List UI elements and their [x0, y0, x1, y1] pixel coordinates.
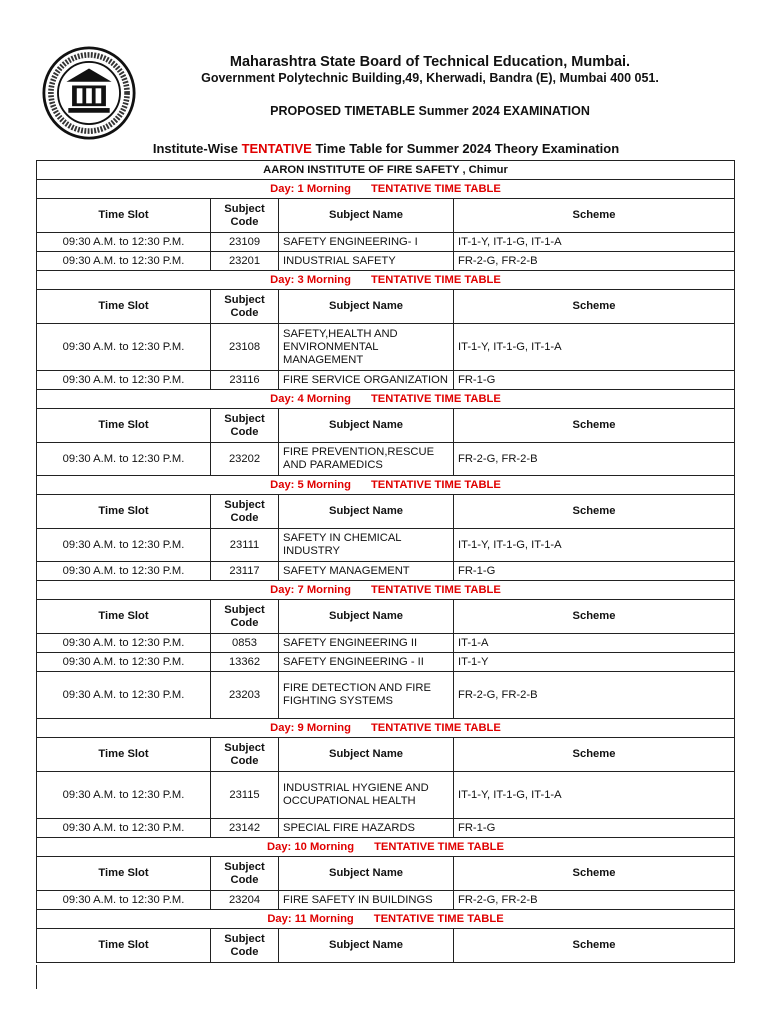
day-header-row — [37, 910, 735, 929]
col-time-slot: Time Slot — [37, 929, 211, 963]
subject-name-cell: SAFETY ENGINEERING- I — [279, 233, 454, 252]
col-scheme: Scheme — [454, 409, 735, 443]
table-row — [37, 324, 735, 371]
col-scheme: Scheme — [454, 290, 735, 324]
subject-name-cell: SAFETY MANAGEMENT — [279, 562, 454, 581]
column-header-row — [37, 857, 735, 891]
col-scheme: Scheme — [454, 929, 735, 963]
subject-name-cell: SAFETY,HEALTH AND ENVIRONMENTAL MANAGEMENT — [279, 324, 454, 371]
col-time-slot: Time Slot — [37, 495, 211, 529]
col-subject-code: Subject Code — [211, 409, 279, 443]
subject-code-cell: 23115 — [211, 772, 279, 819]
col-scheme: Scheme — [454, 495, 735, 529]
subject-name-cell: FIRE SERVICE ORGANIZATION — [279, 371, 454, 390]
table-row — [37, 233, 735, 252]
scheme-cell: IT-1-Y, IT-1-G, IT-1-A — [454, 529, 735, 562]
day-label: Day: 5 Morning — [270, 479, 351, 491]
column-header-row — [37, 409, 735, 443]
scheme-cell: FR-1-G — [454, 371, 735, 390]
msbte-seal-logo — [42, 46, 136, 140]
subject-name-cell: INDUSTRIAL HYGIENE AND OCCUPATIONAL HEALTH — [279, 772, 454, 819]
board-name: Maharashtra State Board of Technical Education, Mumbai. — [229, 54, 631, 70]
table-row — [37, 672, 735, 719]
day-header-row — [37, 271, 735, 290]
institute-name: AARON INSTITUTE OF FIRE SAFETY , Chimur — [37, 161, 735, 180]
subject-code-cell: 23116 — [211, 371, 279, 390]
tentative-label: TENTATIVE TIME TABLE — [370, 183, 501, 195]
col-scheme: Scheme — [454, 738, 735, 772]
col-subject-code: Subject Code — [211, 495, 279, 529]
subject-code-cell: 23109 — [211, 233, 279, 252]
day-header-row — [37, 838, 735, 857]
table-row — [37, 891, 735, 910]
subject-name-cell: FIRE DETECTION AND FIRE FIGHTING SYSTEMS — [279, 672, 454, 719]
table-row — [37, 634, 735, 653]
table-row — [37, 562, 735, 581]
col-subject-code: Subject Code — [211, 600, 279, 634]
col-subject-name: Subject Name — [279, 495, 454, 529]
subject-code-cell: 23203 — [211, 672, 279, 719]
time-slot-cell: 09:30 A.M. to 12:30 P.M. — [37, 891, 211, 910]
time-slot-cell: 09:30 A.M. to 12:30 P.M. — [37, 252, 211, 271]
scheme-cell: IT-1-Y, IT-1-G, IT-1-A — [454, 324, 735, 371]
tentative-label: TENTATIVE TIME TABLE — [370, 584, 501, 596]
tentative-label: TENTATIVE TIME TABLE — [370, 722, 501, 734]
col-subject-code: Subject Code — [211, 290, 279, 324]
day-label: Day: 10 Morning — [267, 841, 355, 853]
day-label: Day: 3 Morning — [270, 274, 351, 286]
time-slot-cell: 09:30 A.M. to 12:30 P.M. — [37, 562, 211, 581]
scheme-cell: FR-1-G — [454, 819, 735, 838]
table-tail-border — [36, 965, 37, 989]
day-header-row — [37, 180, 735, 199]
time-slot-cell: 09:30 A.M. to 12:30 P.M. — [37, 653, 211, 672]
col-subject-code: Subject Code — [211, 199, 279, 233]
scheme-cell: FR-2-G, FR-2-B — [454, 891, 735, 910]
day-header-row — [37, 476, 735, 495]
time-slot-cell: 09:30 A.M. to 12:30 P.M. — [37, 371, 211, 390]
column-header-row — [37, 738, 735, 772]
column-header-row — [37, 290, 735, 324]
column-header-row — [37, 600, 735, 634]
tentative-label: TENTATIVE TIME TABLE — [370, 274, 501, 286]
tentative-label: TENTATIVE TIME TABLE — [370, 393, 501, 405]
day-header-row — [37, 390, 735, 409]
subject-code-cell: 23204 — [211, 891, 279, 910]
time-slot-cell: 09:30 A.M. to 12:30 P.M. — [37, 819, 211, 838]
tentative-label: TENTATIVE TIME TABLE — [373, 913, 504, 925]
day-label: Day: 4 Morning — [270, 393, 351, 405]
col-subject-name: Subject Name — [279, 857, 454, 891]
time-slot-cell: 09:30 A.M. to 12:30 P.M. — [37, 324, 211, 371]
time-slot-cell: 09:30 A.M. to 12:30 P.M. — [37, 634, 211, 653]
column-header-row — [37, 929, 735, 963]
day-label: Day: 9 Morning — [270, 722, 351, 734]
subject-name-cell: SPECIAL FIRE HAZARDS — [279, 819, 454, 838]
col-subject-code: Subject Code — [211, 738, 279, 772]
scheme-cell: FR-1-G — [454, 562, 735, 581]
scheme-cell: IT-1-A — [454, 634, 735, 653]
col-subject-name: Subject Name — [279, 409, 454, 443]
scheme-cell: IT-1-Y — [454, 653, 735, 672]
day-label: Day: 11 Morning — [267, 913, 354, 925]
col-time-slot: Time Slot — [37, 199, 211, 233]
subject-code-cell: 23142 — [211, 819, 279, 838]
subject-code-cell: 13362 — [211, 653, 279, 672]
timetable — [36, 160, 735, 963]
col-time-slot: Time Slot — [37, 409, 211, 443]
column-header-row — [37, 199, 735, 233]
tentative-label: TENTATIVE TIME TABLE — [370, 479, 501, 491]
table-row — [37, 529, 735, 562]
col-scheme: Scheme — [454, 199, 735, 233]
subject-name-cell: INDUSTRIAL SAFETY — [279, 252, 454, 271]
scheme-cell: IT-1-Y, IT-1-G, IT-1-A — [454, 772, 735, 819]
table-row — [37, 819, 735, 838]
scheme-cell: FR-2-G, FR-2-B — [454, 672, 735, 719]
day-header-row — [37, 719, 735, 738]
table-row — [37, 653, 735, 672]
board-address: Government Polytechnic Building,49, Kherwadi, Bandra (E), Mumbai 400 051. — [201, 71, 659, 85]
tentative-label: TENTATIVE TIME TABLE — [374, 841, 504, 853]
subject-name-cell: SAFETY ENGINEERING - II — [279, 653, 454, 672]
scheme-cell: FR-2-G, FR-2-B — [454, 443, 735, 476]
column-header-row — [37, 495, 735, 529]
subject-code-cell: 23111 — [211, 529, 279, 562]
col-subject-name: Subject Name — [279, 929, 454, 963]
col-subject-name: Subject Name — [279, 600, 454, 634]
col-time-slot: Time Slot — [37, 290, 211, 324]
col-subject-name: Subject Name — [279, 738, 454, 772]
subject-name-cell: SAFETY IN CHEMICAL INDUSTRY — [279, 529, 454, 562]
document-title: Institute-Wise TENTATIVE Time Table for Summer 2024 Theory Examination — [152, 141, 620, 156]
proposed-heading: PROPOSED TIMETABLE Summer 2024 EXAMINATION — [270, 104, 590, 118]
scheme-cell: FR-2-G, FR-2-B — [454, 252, 735, 271]
subject-name-cell: SAFETY ENGINEERING II — [279, 634, 454, 653]
time-slot-cell: 09:30 A.M. to 12:30 P.M. — [37, 233, 211, 252]
col-subject-name: Subject Name — [279, 290, 454, 324]
col-time-slot: Time Slot — [37, 738, 211, 772]
time-slot-cell: 09:30 A.M. to 12:30 P.M. — [37, 529, 211, 562]
col-scheme: Scheme — [454, 857, 735, 891]
scheme-cell: IT-1-Y, IT-1-G, IT-1-A — [454, 233, 735, 252]
col-subject-code: Subject Code — [211, 857, 279, 891]
table-row — [37, 252, 735, 271]
day-header-row — [37, 581, 735, 600]
col-subject-code: Subject Code — [211, 929, 279, 963]
subject-code-cell: 23201 — [211, 252, 279, 271]
day-label: Day: 7 Morning — [270, 584, 351, 596]
subject-code-cell: 23202 — [211, 443, 279, 476]
col-time-slot: Time Slot — [37, 857, 211, 891]
subject-code-cell: 23108 — [211, 324, 279, 371]
table-row — [37, 443, 735, 476]
table-row — [37, 772, 735, 819]
col-scheme: Scheme — [454, 600, 735, 634]
table-row — [37, 371, 735, 390]
subject-name-cell: FIRE PREVENTION,RESCUE AND PARAMEDICS — [279, 443, 454, 476]
day-label: Day: 1 Morning — [270, 183, 351, 195]
subject-code-cell: 23117 — [211, 562, 279, 581]
subject-code-cell: 0853 — [211, 634, 279, 653]
time-slot-cell: 09:30 A.M. to 12:30 P.M. — [37, 443, 211, 476]
col-time-slot: Time Slot — [37, 600, 211, 634]
time-slot-cell: 09:30 A.M. to 12:30 P.M. — [37, 672, 211, 719]
col-subject-name: Subject Name — [279, 199, 454, 233]
subject-name-cell: FIRE SAFETY IN BUILDINGS — [279, 891, 454, 910]
time-slot-cell: 09:30 A.M. to 12:30 P.M. — [37, 772, 211, 819]
